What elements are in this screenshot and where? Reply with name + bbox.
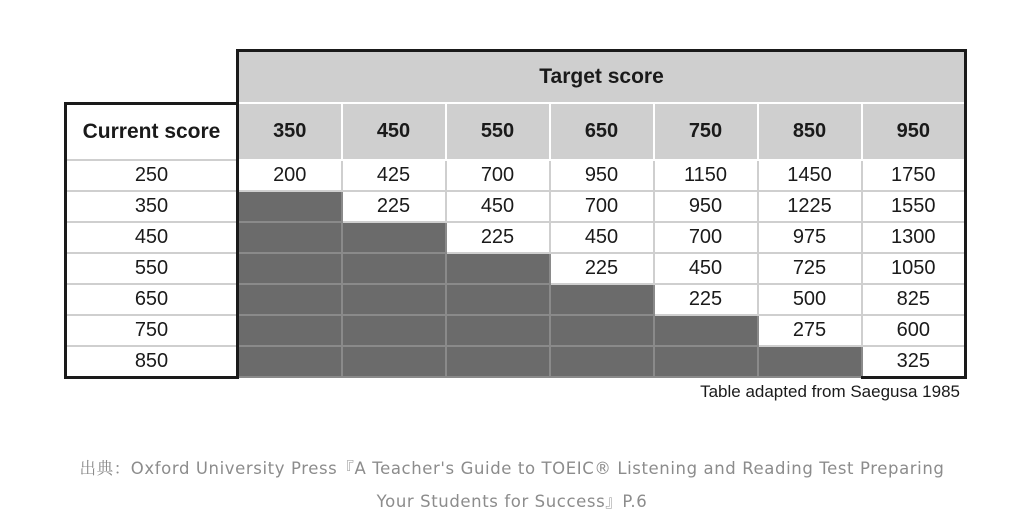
target-score-column: 450 <box>342 103 446 160</box>
current-score-header: Current score <box>66 103 238 160</box>
shaded-cell <box>550 284 654 315</box>
score-hours-table <box>64 49 967 379</box>
hours-cell: 425 <box>342 160 446 191</box>
table-row <box>66 191 966 222</box>
shaded-cell <box>654 346 758 378</box>
shaded-cell <box>342 346 446 378</box>
shaded-cell <box>446 253 550 284</box>
target-header-row <box>66 51 966 104</box>
target-score-column: 650 <box>550 103 654 160</box>
table-row <box>66 222 966 253</box>
shaded-cell <box>238 315 342 346</box>
hours-cell: 225 <box>654 284 758 315</box>
hours-cell: 225 <box>446 222 550 253</box>
shaded-cell <box>446 346 550 378</box>
hours-cell: 1550 <box>862 191 966 222</box>
table-body <box>66 160 966 378</box>
current-score-label: 850 <box>66 346 238 378</box>
hours-cell: 200 <box>238 160 342 191</box>
shaded-cell <box>342 222 446 253</box>
current-score-label: 550 <box>66 253 238 284</box>
hours-cell: 950 <box>550 160 654 191</box>
hours-cell: 1300 <box>862 222 966 253</box>
shaded-cell <box>238 253 342 284</box>
shaded-cell <box>758 346 862 378</box>
target-score-column: 850 <box>758 103 862 160</box>
table-row <box>66 346 966 378</box>
hours-cell: 975 <box>758 222 862 253</box>
hours-cell: 700 <box>550 191 654 222</box>
hours-cell: 500 <box>758 284 862 315</box>
hours-cell: 1450 <box>758 160 862 191</box>
current-score-label: 250 <box>66 160 238 191</box>
current-score-label: 450 <box>66 222 238 253</box>
hours-cell: 1225 <box>758 191 862 222</box>
table-row <box>66 284 966 315</box>
current-score-label: 350 <box>66 191 238 222</box>
current-score-label: 650 <box>66 284 238 315</box>
shaded-cell <box>446 315 550 346</box>
shaded-cell <box>342 315 446 346</box>
target-score-column: 950 <box>862 103 966 160</box>
shaded-cell <box>446 284 550 315</box>
shaded-cell <box>550 315 654 346</box>
citation-line-2: Your Students for Success』P.6 <box>376 492 648 511</box>
shaded-cell <box>238 191 342 222</box>
hours-cell: 325 <box>862 346 966 378</box>
shaded-cell <box>654 315 758 346</box>
hours-cell: 1150 <box>654 160 758 191</box>
hours-cell: 700 <box>654 222 758 253</box>
table-row <box>66 315 966 346</box>
hours-cell: 450 <box>654 253 758 284</box>
shaded-cell <box>342 253 446 284</box>
shaded-cell <box>550 346 654 378</box>
hours-cell: 450 <box>550 222 654 253</box>
table-row <box>66 253 966 284</box>
source-citation <box>0 452 1024 518</box>
hours-cell: 825 <box>862 284 966 315</box>
hours-cell: 225 <box>342 191 446 222</box>
target-score-column: 550 <box>446 103 550 160</box>
current-score-label: 750 <box>66 315 238 346</box>
hours-cell: 275 <box>758 315 862 346</box>
hours-cell: 1750 <box>862 160 966 191</box>
table-source-note: Table adapted from Saegusa 1985 <box>700 381 960 401</box>
target-score-column: 750 <box>654 103 758 160</box>
hours-cell: 950 <box>654 191 758 222</box>
shaded-cell <box>238 346 342 378</box>
hours-cell: 600 <box>862 315 966 346</box>
shaded-cell <box>342 284 446 315</box>
hours-cell: 225 <box>550 253 654 284</box>
citation-line-1: 出典：Oxford University Press『A Teacher's Guide to TOEIC® Listening and Reading Test Preparing <box>79 459 945 478</box>
corner-blank-cell <box>66 51 238 104</box>
hours-cell: 1050 <box>862 253 966 284</box>
target-score-column: 350 <box>238 103 342 160</box>
shaded-cell <box>238 222 342 253</box>
hours-cell: 725 <box>758 253 862 284</box>
target-score-header: Target score <box>238 51 966 104</box>
shaded-cell <box>238 284 342 315</box>
hours-cell: 450 <box>446 191 550 222</box>
table-row <box>66 160 966 191</box>
column-header-row <box>66 103 966 160</box>
score-table-container <box>64 49 966 402</box>
hours-cell: 700 <box>446 160 550 191</box>
